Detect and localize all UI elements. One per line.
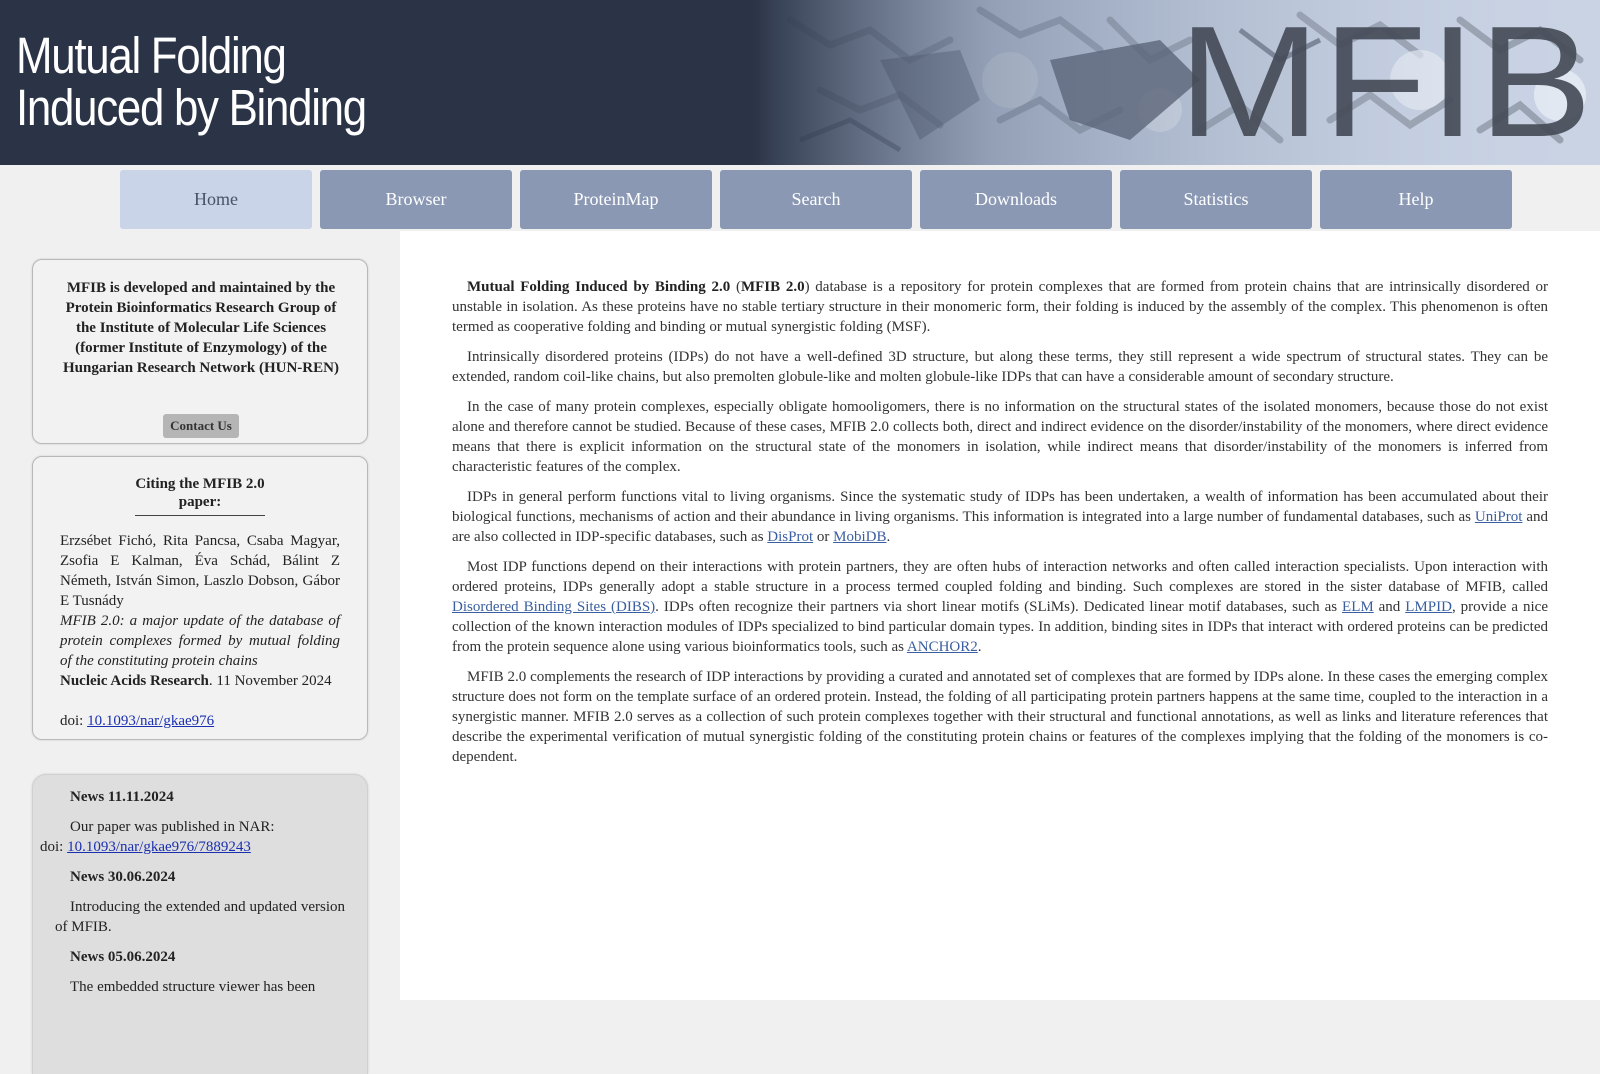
anchor2-link[interactable]: ANCHOR2 bbox=[906, 639, 978, 655]
news-heading: News 05.06.2024 bbox=[70, 949, 176, 965]
about-text: MFIB is developed and maintained by the Protein Bioinformatics Research Group of the Institute of Molecular Life Sciences (former Institute of Enzymology) of the Hungarian Research Network (HUN-REN) bbox=[63, 280, 339, 376]
news-box bbox=[32, 774, 368, 1074]
intro-text bbox=[452, 277, 1548, 777]
mobidb-link[interactable]: MobiDB bbox=[833, 529, 887, 545]
news-body-text: Our paper was published in NAR: bbox=[70, 819, 275, 835]
news-body: The embedded structure viewer has been bbox=[70, 979, 316, 995]
nav-home[interactable]: Home bbox=[120, 170, 312, 229]
main-navigation bbox=[0, 165, 1600, 231]
citation-title: MFIB 2.0: a major update of the database of protein complexes formed by mutual folding of the constituting protein chains bbox=[60, 613, 340, 669]
site-title bbox=[16, 27, 366, 136]
intro-paragraph-1 bbox=[452, 277, 1548, 337]
about-box bbox=[32, 259, 368, 444]
intro-paragraph-4 bbox=[452, 487, 1548, 547]
news-heading: News 30.06.2024 bbox=[70, 869, 176, 885]
intro-paragraph-5 bbox=[452, 557, 1548, 657]
db-full-name: Mutual Folding Induced by Binding 2.0 bbox=[467, 279, 731, 295]
text-span: . bbox=[886, 529, 891, 545]
text-span: . bbox=[977, 639, 982, 655]
sidebar bbox=[0, 231, 400, 1000]
nav-search[interactable]: Search bbox=[720, 170, 912, 229]
nav-downloads[interactable]: Downloads bbox=[920, 170, 1112, 229]
site-title-line2: Induced by Binding bbox=[16, 79, 366, 136]
text-span: . IDPs often recognize their partners via short linear motifs (SLiMs). Dedicated linear motif databases, such as bbox=[655, 599, 1343, 615]
site-header bbox=[0, 0, 1600, 165]
news-doi-prefix: doi: bbox=[40, 839, 68, 855]
citation-box bbox=[32, 456, 368, 740]
news-body bbox=[40, 817, 345, 857]
citation-journal: Nucleic Acids Research bbox=[60, 673, 209, 689]
citation-date: . 11 November 2024 bbox=[208, 673, 332, 689]
uniprot-link[interactable]: UniProt bbox=[1474, 509, 1523, 525]
dibs-link[interactable]: Disordered Binding Sites (DIBS) bbox=[452, 599, 656, 615]
nav-help[interactable]: Help bbox=[1320, 170, 1512, 229]
text-span: , provide a nice collection of the known interaction modules of IDPs specialized to bind particular domain types. In addition, binding sites in IDPs that interact with ordered proteins can be predicted from the protein sequence alone using various bioinformatics tools, such as bbox=[452, 599, 1548, 655]
citation-heading: Citing the MFIB 2.0 paper: bbox=[135, 475, 265, 516]
news-heading: News 11.11.2024 bbox=[70, 789, 174, 805]
site-title-line1: Mutual Folding bbox=[16, 27, 286, 84]
nav-browser[interactable]: Browser bbox=[320, 170, 512, 229]
news-body: Introducing the extended and updated version of MFIB. bbox=[55, 899, 345, 935]
nav-statistics[interactable]: Statistics bbox=[1120, 170, 1312, 229]
nav-proteinmap[interactable]: ProteinMap bbox=[520, 170, 712, 229]
text-span: IDPs in general perform functions vital to living organisms. Since the systematic study of IDPs has been undertaken, a wealth of information has been accumulated about their biological functions, mechanisms of action and their abundance in living organisms. This information is integrated into a large number of fundamental databases, such as bbox=[452, 489, 1548, 525]
main-content bbox=[400, 231, 1600, 1000]
intro-paragraph-6: MFIB 2.0 complements the research of IDP interactions by providing a curated and annotated set of complexes that are formed by IDPs alone. In these cases the emerging complex structure does not form on the template surface of an ordered protein. Instead, the folding of all participating protein partners happens at the same time, coupled to the interaction in a synergistic manner. MFIB 2.0 serves as a collection of such protein complexes together with their structural and functional annotations, as well as links and literature references that describe the experimental verification of mutual synergistic folding of the constituting protein chains or features of the complexes implying that the folding of the monomers is co-dependent. bbox=[452, 669, 1548, 765]
text-span: or bbox=[813, 529, 834, 545]
citation-authors: Erzsébet Fichó, Rita Pancsa, Csaba Magyar, Zsofia E Kalman, Éva Schád, Bálint Z Németh, István Simon, Laszlo Dobson, Gábor E Tusnády bbox=[60, 533, 340, 609]
citation-doi-prefix: doi: bbox=[60, 713, 88, 729]
mfib-logo: MFIB bbox=[1177, 0, 1594, 165]
lmpid-link[interactable]: LMPID bbox=[1405, 599, 1452, 615]
text-span: and bbox=[1373, 599, 1406, 615]
text-span: Most IDP functions depend on their interactions with protein partners, they are often hubs of interaction networks and often called interaction specialists. Upon interaction with ordered proteins, IDPs generally adopt a stable structure in a process termed coupled folding and binding. Such complexes are stored in the sister database of MFIB, called bbox=[452, 559, 1548, 595]
intro-paragraph-2: Intrinsically disordered proteins (IDPs) do not have a well-defined 3D structure, but along these terms, they still represent a wide spectrum of structural states. They can be extended, random coil-like chains, but also premolten globule-like and molten globule-like IDPs that can have a considerable amount of secondary structure. bbox=[452, 349, 1548, 385]
disprot-link[interactable]: DisProt bbox=[767, 529, 814, 545]
db-short-name: MFIB 2.0 bbox=[740, 279, 805, 295]
text-span: and are also collected in IDP-specific databases, such as bbox=[452, 509, 1548, 545]
text-span: ( bbox=[730, 279, 741, 295]
citation-journal-line bbox=[60, 671, 340, 691]
text-span: ) database is a repository for protein complexes that are formed from protein chains that are intrinsically disordered or unstable in isolation. As these proteins have no stable tertiary structure in their monomeric form, their folding is induced by the assembly of the complex. This phenomenon is often termed as cooperative folding and binding or mutual synergistic folding (MSF). bbox=[452, 279, 1549, 335]
citation-doi-link[interactable]: 10.1093/nar/gkae976 bbox=[87, 713, 215, 729]
contact-us-button[interactable]: Contact Us bbox=[163, 414, 239, 438]
elm-link[interactable]: ELM bbox=[1342, 599, 1374, 615]
citation-doi-line bbox=[60, 711, 340, 731]
news-doi-link[interactable]: 10.1093/nar/gkae976/7889243 bbox=[67, 839, 251, 855]
intro-paragraph-3: In the case of many protein complexes, especially obligate homooligomers, there is no information on the structural states of the isolated monomers, because those do not exist alone and therefore cannot be studied. Because of these cases, MFIB 2.0 collects both, direct and indirect evidence on the disorder/instability of the monomers, where direct evidence means that there is explicit information on the structural state of the monomers in isolation, while indirect means that disorder/instability of the monomers is inferred from characteristic features of the complex. bbox=[452, 399, 1548, 475]
